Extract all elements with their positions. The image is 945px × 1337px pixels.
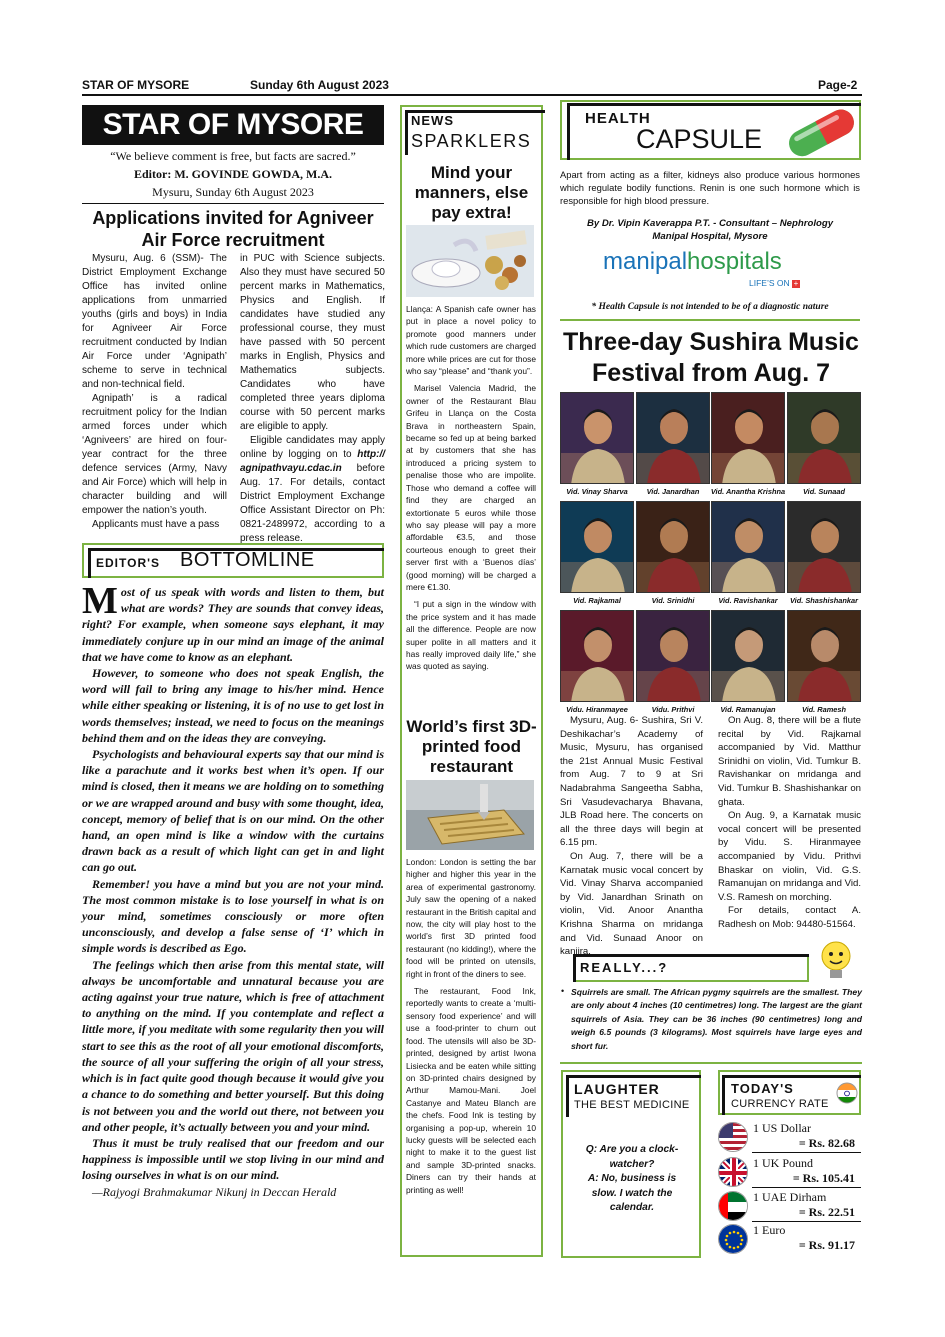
- musician-photo: [560, 501, 634, 593]
- agniveer-para: [240, 434, 385, 546]
- musician-photo: [636, 392, 710, 484]
- agniveer-column-2: [240, 252, 385, 546]
- manners-para: Llança: A Spanish cafe owner has put in place a novel policy to promote good manners under which rude customers are charged more while prices are cut for those who say “please” and “thank you”.: [406, 304, 536, 377]
- bottomline-essay: [82, 580, 384, 1200]
- musician-photo: [787, 392, 861, 484]
- header-rule: [82, 94, 862, 96]
- sparklers-label-big: SPARKLERS: [411, 131, 532, 151]
- musician-photo: [636, 501, 710, 593]
- currency-value: = Rs. 91.17: [798, 1238, 855, 1252]
- musician-photo: [560, 610, 634, 702]
- manipal-hospitals-logo: [603, 248, 782, 276]
- uk-flag-icon: [718, 1157, 748, 1187]
- food-restaurant-story: [406, 856, 536, 1201]
- agniveer-para: Applicants must have a pass: [92, 519, 220, 530]
- sushira-para: On Aug. 9, a Karnatak music vocal concert will be presented by Vidu. S. Hiranmayee accompanied by Vidu. Prithvi Bhaskar on violin, Vid. G.S. Ramanujan on mridanga and Vid. V.S. Ramesh on morching.: [718, 810, 861, 903]
- agniveer-para: Mysuru, Aug. 6 (SSM)- The District Employment Exchange Office has invited online applications from unmarried youths (girls and boys) in India for Agniveer Air Force recruitment conducted by Indian Air Force under ‘Agnipath’ scheme to serve in technical and non-technical field.: [82, 253, 227, 390]
- health-rule: [560, 319, 860, 321]
- 3d-printed-food-photo: [406, 780, 534, 850]
- agniveer-column-1: [82, 252, 227, 532]
- lightbulb-icon: [816, 938, 856, 984]
- musician-caption: Vid. Anantha Krishna: [710, 487, 786, 496]
- sushira-headline: Three-day Sushira Music Festival from Aug. 7: [563, 328, 859, 387]
- sushira-column-1: [560, 714, 703, 959]
- sparklers-label-small: NEWS: [411, 113, 454, 128]
- currency-label-small: CURRENCY RATE: [731, 1098, 829, 1110]
- food-restaurant-headline: World’s first 3D-printed food restaurant: [406, 717, 537, 776]
- musician-photo: [711, 610, 785, 702]
- musician-caption: Vid. Ramanujan: [720, 705, 776, 714]
- sushira-para: Mysuru, Aug. 6- Sushira, Sri V. Deshikachar’s Academy of Music, Mysuru, has organised the 21st Annual Music Festival from Aug. 7 to 9 at Sri Nadabrahma Sangeetha Sabha, Sri Vasudevacharya Bhavana, JLB Road here. The concerts on all the three days will begin at 6.15 pm.: [560, 715, 703, 849]
- usa-flag-icon: [718, 1122, 748, 1152]
- musician-caption: Vid. Ramesh: [801, 705, 847, 714]
- health-author: [560, 217, 860, 243]
- currency-value: = Rs. 82.68: [798, 1136, 855, 1150]
- really-text: Squirrels are small. The African pygmy squirrels are the smallest. They are only about 4 inches (10 centimetres) long. The largest are the giant squirrels of Asia. They can be 36 inches (90 centimetres) long and weigh 6.5 pounds (3 kilograms). Most squirrels have large eyes and short fur.: [571, 987, 862, 1051]
- logo-word: hospitals: [687, 248, 782, 275]
- tagline-text: LIFE’S ON: [749, 278, 790, 288]
- bullet-icon: •: [561, 986, 565, 996]
- india-flag-icon: [836, 1082, 858, 1104]
- currency-rule: [752, 1152, 861, 1153]
- currency-value: = Rs. 22.51: [798, 1205, 855, 1219]
- essay-credit: —Rajyogi Brahmakumar Nikunj in Deccan Herald: [92, 1184, 337, 1199]
- health-disclaimer: * Health Capsule is not intended to be of a diagnostic nature: [591, 302, 829, 312]
- really-rule: [560, 1062, 862, 1064]
- musician-caption: Vid. Vinay Sharva: [566, 487, 628, 496]
- joke-answer: A: No, business is slow. I watch the calendar.: [587, 1173, 677, 1214]
- essay-para: However, to someone who does not speak English, the word will fail to bring any image to his/her mind. Hence while either speaking or listening, it is of no use to get lost in words themselves; instead, we need to focus on the meanings behind them and on the ideas they are conveying.: [82, 666, 384, 745]
- manners-para: “I put a sign in the window with the price system and it has made all the difference. People are now super polite in all matters and it has really improved daily life,” she was quoted as saying.: [406, 599, 536, 672]
- currency-name: 1 UK Pound: [753, 1156, 814, 1170]
- sushira-para: On Aug. 8, there will be a flute recital by Vid. Rajkamal accompanied by Vid. Matthur Srinidhi on violin, Vid. Tumkur B. Ravishankar on mridanga and Vid. Tumkur B. Shashishankar on ghata.: [718, 715, 861, 808]
- masthead-dateline: Mysuru, Sunday 6th August 2023: [152, 185, 314, 199]
- masthead-rule: [82, 203, 384, 204]
- agnipath-url-link[interactable]: http:// agnipathvayu.cdac.in: [240, 449, 385, 474]
- masthead-title: STAR OF MYSORE: [82, 105, 384, 145]
- logo-word: manipal: [603, 248, 688, 275]
- musician-photo: [560, 392, 634, 484]
- currency-rule: [752, 1187, 861, 1188]
- sushira-column-2: [718, 714, 861, 932]
- health-label-big: CAPSULE: [636, 124, 763, 154]
- agniveer-para: in PUC with Science subjects. Also they must have secured 50 percent marks in Mathematics, Physics and English. If candidates have studied any professional course, they must have passed with 50 percent marks in English, Physics and Mathematics subjects. Candidates who have completed three years diploma course with 50 percent marks are eligible to apply.: [240, 253, 385, 432]
- sushira-para: For details, contact A. Radhesh on Mob: 94480-51564.: [718, 905, 861, 930]
- masthead-editor: Editor: M. GOVINDE GOWDA, M.A.: [134, 167, 332, 181]
- musician-caption: Vid. Ravishankar: [718, 596, 778, 605]
- agniveer-headline: Applications invited for Agniveer Air Force recruitment: [92, 208, 374, 250]
- currency-row-usd: [718, 1120, 861, 1154]
- musician-caption: Vidu. Hiranmayee: [566, 705, 628, 714]
- health-author-line: Manipal Hospital, Mysore: [652, 231, 768, 242]
- sushira-para: On Aug. 7, there will be a Karnatak music vocal concert by Vid. Vinay Sharva accompanied by Vid. Janardhan Srinath on violin, Vid. Anoor Anantha Krishna Sharma on mridanga and Vid. Sunaad Anoor on kanjira.: [560, 850, 703, 958]
- musician-caption: Vid. Sunaad: [802, 487, 846, 496]
- currency-label-big: TODAY'S: [731, 1081, 794, 1096]
- musician-caption: Vidu. Prithvi: [651, 705, 695, 714]
- currency-row-gbp: [718, 1155, 861, 1189]
- manners-para: Marisel Valencia Madrid, the owner of the Restaurant Blau Grifeu in Llança on the Costa Brava in northeastern Spain, became so fed up at being barked at by customers that she has introduced a pricing system to penalise those who are impolite. Those who demand a coffee will find they are charged an extortionate 5 euros while those who say please will pay a more affordable €3.5, and those courteous enough to greet their server first with a ‘Buenos días’ (good morning) will be charged a mere €1.30.: [406, 383, 536, 592]
- currency-value: = Rs. 105.41: [792, 1171, 855, 1185]
- masthead-motto: “We believe comment is free, but facts are sacred.”: [110, 149, 356, 163]
- musician-photo: [787, 501, 861, 593]
- eu-flag-icon: [718, 1224, 748, 1254]
- health-text: Apart from acting as a filter, kidneys also produce various hormones which regulate bodily functions. Renin is one such hormone which is responsible for high blood pressure.: [560, 169, 860, 206]
- page-number: Page-2: [818, 78, 858, 92]
- agniveer-text: Eligible candidates may apply online by logging on to: [240, 435, 385, 460]
- musician-caption: Vid. Janardhan: [646, 487, 700, 496]
- running-head-paper: STAR OF MYSORE: [82, 78, 190, 92]
- musician-photo: [711, 392, 785, 484]
- musician-caption: Vid. Rajkamal: [573, 596, 621, 605]
- currency-name: 1 UAE Dirham: [753, 1190, 827, 1204]
- musician-photo: [711, 501, 785, 593]
- musician-caption: Vid. Shashishankar: [790, 596, 858, 605]
- bottomline-label-small: EDITOR'S: [96, 556, 160, 570]
- plus-icon: +: [793, 279, 799, 288]
- manipal-tagline: [749, 278, 800, 288]
- manners-story: [406, 303, 536, 678]
- currency-row-eur: [718, 1222, 861, 1256]
- musician-caption: Vid. Srinidhi: [651, 596, 695, 605]
- currency-row-aed: [718, 1189, 861, 1223]
- essay-para: [82, 580, 384, 665]
- laughter-label-small: THE BEST MEDICINE: [574, 1099, 690, 1111]
- currency-name: 1 Euro: [753, 1223, 786, 1237]
- food-para: London: London is setting the bar higher and higher this year in the area of experimental gastronomy. July saw the opening of a naked restaurant in the British capital and now, the city will play host to the world’s first 3D printed food restaurant (no kidding!), where the food will be printed on utensils, right in front of the diners to see.: [406, 857, 536, 979]
- bottomline-label-big: BOTTOMLINE: [180, 549, 315, 571]
- musician-photo: [636, 610, 710, 702]
- uae-flag-icon: [718, 1191, 748, 1221]
- really-label: REALLY...?: [580, 960, 669, 975]
- essay-text: ost of us speak with words and listen to them, but what are words? They are sounds that convey ideas, right? For example, when someone says elephant, it may immediately conjure up in our mind an image of the animal that we have come to know as an elephant.: [82, 585, 384, 664]
- capsule-pill-icon: [780, 106, 862, 158]
- cafe-coins-photo: [406, 225, 534, 297]
- health-author-line: By Dr. Vipin Kaverappa P.T. - Consultant – Nephrology: [586, 218, 834, 229]
- manners-headline: Mind your manners, else pay extra!: [414, 163, 529, 222]
- running-head-date: Sunday 6th August 2023: [250, 78, 389, 92]
- joke-question: Q: Are you a clock-watcher?: [585, 1144, 679, 1170]
- agniveer-para: Agnipath’ is a radical recruitment policy for the Indian armed forces under which ‘Agniveers’ are hired on four-year contract for the three defence services (Army, Navy and Air Force) which will help in character building and will empower the nation’s youth.: [82, 393, 227, 516]
- drop-cap: M: [82, 580, 118, 622]
- health-label-small: HEALTH: [585, 110, 651, 127]
- essay-para: The feelings which then arise from this mental state, will always be uncomfortable and unnatural because you are acting against your true nature, which is free of attachment to anything on the mind. If you contemplate and reflect a little more, if you meditate with some regularity then you will start to see this as the root of all your emotional discomforts, the source of all your suffering the origin of all your stress, which is in fact quite good though because it would give you a chance to do something and better yourself. But this doing is not between you and the world out there, not between you and other people, it’s actually between you and your mind.: [82, 957, 384, 1134]
- agniveer-text: before Aug. 17. For details, contact District Employment Exchange Office Assistant Director on Ph: 0821-2489972, according to a press release.: [240, 463, 385, 544]
- essay-para: Psychologists and behavioural experts say that our mind is like a parachute and it works best when it’s open. If our mind is closed, then it means we are holding on to something or we are wrapped around and busy with some thought, idea, concept, memory of belief that is on our mind. On the other hand, an open mind is like a window with the curtains drawn back as a result of which light can get in and light can go out.: [82, 747, 384, 875]
- essay-para: Remember! you have a mind but you are not your mind. The most common mistake is to lose yourself in what is on your mind, sometimes consciously or more often unconsciously, and develop a false sense of ‘I’ which in simple words is described as Ego.: [82, 876, 384, 956]
- laughter-label-big: LAUGHTER: [574, 1081, 660, 1097]
- currency-name: 1 US Dollar: [753, 1121, 811, 1135]
- laughter-joke: [577, 1143, 687, 1216]
- essay-para: Thus it must be truly realised that our freedom and our happiness is impossible until we stop living in our mind and losing ourselves in what is on our mind.: [82, 1135, 384, 1183]
- food-para: The restaurant, Food Ink, reportedly wants to create a ‘multi-sensory food experience’ and will use a food-printer to churn out food. The utensils will also be 3D-printed, designed by artist Iwona Lisiecka and be eaten while sitting on 3D-printed chairs designed by Arthur Mamou-Mani. Joel Castanye and Mateu Blanch are the chefs. Food Ink is testing by organising a pop-up, wherein 10 lucky guests will be selected each night to make it to the guest list and sample 3D-printed snacks. Diners can try their hands at printing as well!: [406, 986, 536, 1195]
- musician-photo: [787, 610, 861, 702]
